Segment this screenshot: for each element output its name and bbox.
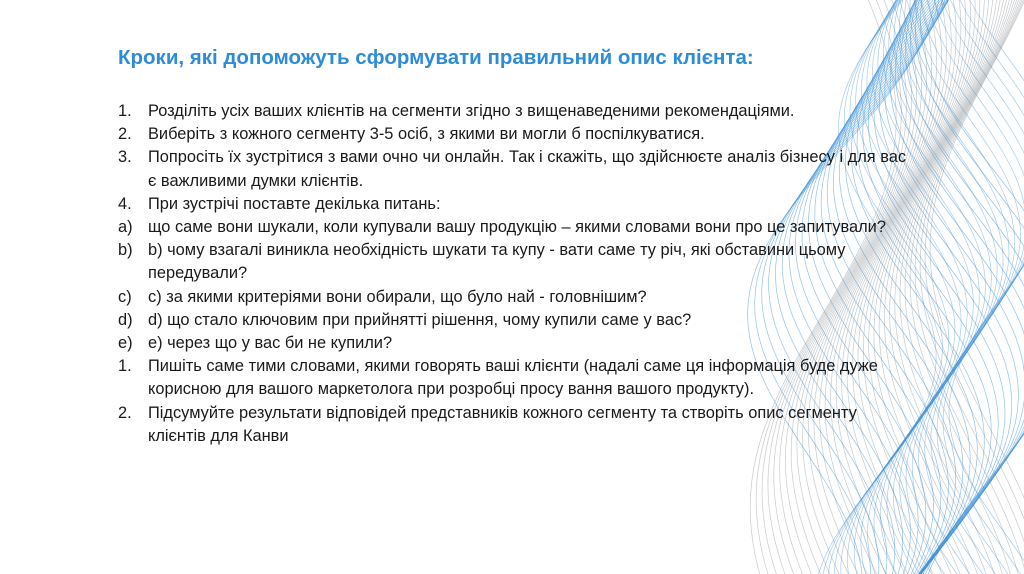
list-item-text: При зустрічі поставте декілька питань: [148, 194, 441, 213]
list-marker: d) [118, 310, 133, 329]
wave-line [911, 0, 1024, 574]
wave-line [912, 0, 1024, 574]
list-marker: b) [118, 241, 133, 260]
list-item-text: Пишіть саме тими словами, якими говорять ваші клієнти (надалі саме ця інформація буде дуже корисною для вашого маркетолога при розробці просу вання вашого продукту). [148, 357, 878, 399]
list-item [118, 146, 918, 192]
list-marker: 4. [118, 194, 132, 213]
wave-line [900, 0, 1024, 574]
wave-line [905, 0, 1020, 574]
list-item [118, 309, 918, 332]
wave-line [920, 0, 1024, 574]
list-item [118, 100, 918, 123]
list-item [118, 286, 918, 309]
list-item [118, 123, 918, 146]
list-item-text: c) за якими критеріями вони обирали, що було най - головнішим? [148, 287, 647, 306]
list-item-text: Підсумуйте результати відповідей представників кожного сегменту та створіть опис сегменту клієнтів для Канви [148, 403, 857, 445]
list-item-text: що саме вони шукали, коли купували вашу продукцію – якими словами вони про це запитували? [148, 218, 886, 237]
list-item [118, 402, 918, 448]
wave-line [925, 0, 1024, 574]
list-item-text: b) чому взагалі виникла необхідність шукати та купу - вати саме ту річ, які обставини цьому передували? [148, 241, 846, 283]
wave-line [916, 0, 1024, 574]
list-marker: 2. [118, 125, 132, 144]
wave-line [915, 0, 1024, 574]
list-marker: 2. [118, 403, 132, 422]
list-item-text: d) що стало ключовим при прийнятті рішення, чому купили саме у вас? [148, 310, 692, 329]
list-item [118, 332, 918, 355]
wave-line [925, 0, 1024, 574]
wave-line [906, 0, 1020, 574]
wave-line [943, 0, 1024, 574]
list-item [118, 355, 918, 401]
list-item [118, 216, 918, 239]
wave-line [919, 0, 1024, 574]
list-item [118, 193, 918, 216]
list-marker: a) [118, 218, 133, 237]
slide-title: Кроки, які допоможуть сформувати правильний опис клієнта: [118, 46, 754, 69]
wave-line [931, 0, 1024, 574]
list-item-text: Розділіть усіх ваших клієнтів на сегменти згідно з вищенаведеними рекомендаціями. [148, 102, 795, 120]
wave-line [910, 0, 1022, 574]
wave-line [937, 0, 1024, 574]
steps-list [118, 100, 918, 448]
list-marker: 3. [118, 148, 132, 167]
wave-line [906, 0, 1024, 574]
list-item-text: e) через що у вас би не купили? [148, 334, 393, 353]
list-marker: c) [118, 287, 132, 306]
list-item [118, 239, 918, 285]
list-marker: 1. [118, 102, 132, 120]
list-marker: 1. [118, 357, 132, 376]
wave-line [930, 0, 1024, 574]
list-marker: e) [118, 334, 133, 353]
list-item-text: Попросіть їх зустрітися з вами очно чи онлайн. Так і скажіть, що здійснюєте аналіз бізнесу і для вас є важливими думки клієнтів. [148, 148, 907, 190]
list-item-text: Виберіть з кожного сегменту 3-5 осіб, з якими ви могли б поспілкуватися. [148, 125, 705, 144]
wave-line [920, 0, 1024, 574]
wave-line [949, 0, 1024, 574]
